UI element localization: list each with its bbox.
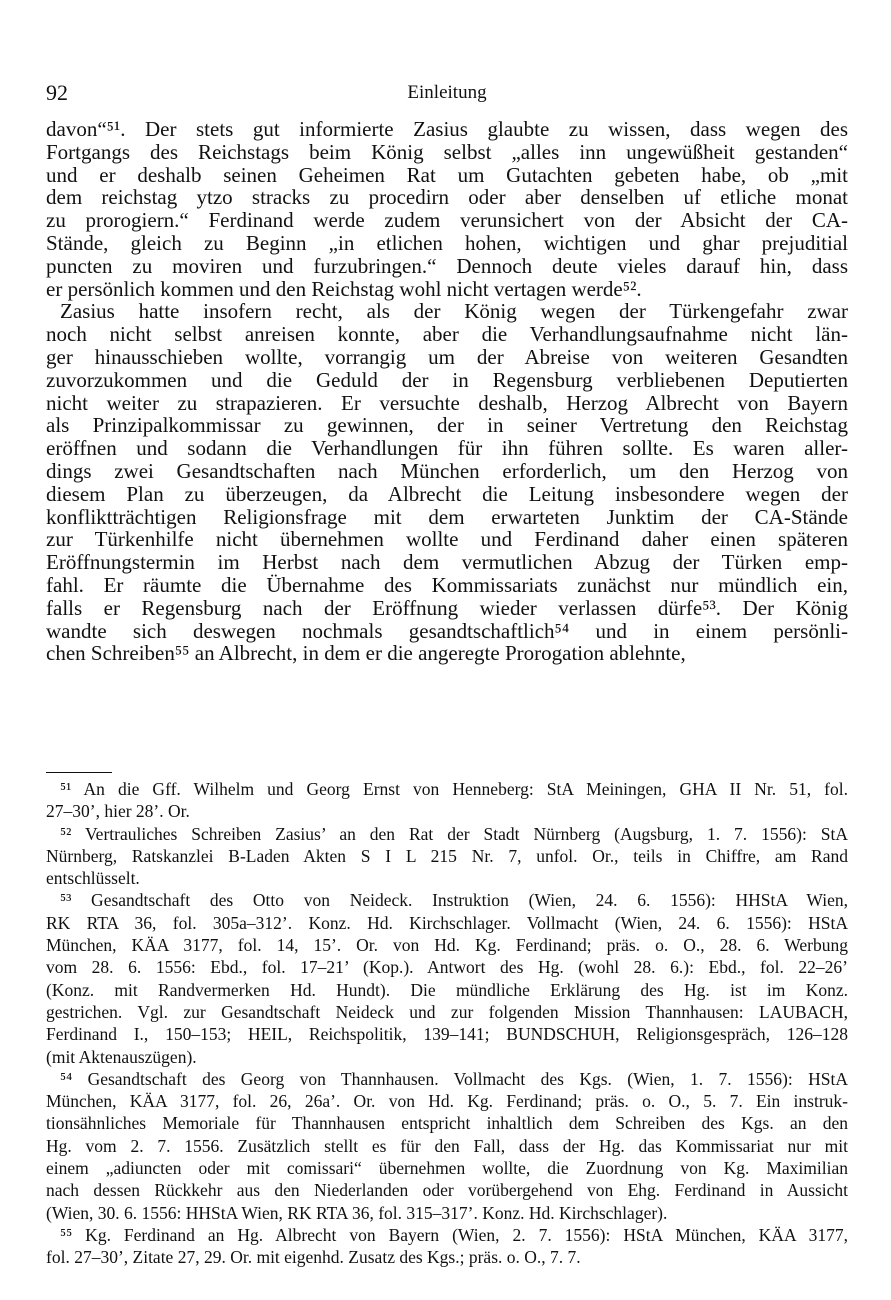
text-line: dings zwei Gesandtschaften nach München erforderlich, um den Herzog von	[46, 458, 848, 483]
text-line: einem „adiuncten oder mit comissari“ übernehmen wollte, die Zuordnung von Kg. Maximilian	[46, 1158, 848, 1179]
text-line: zu prorogiern.“ Ferdinand werde zudem verunsichert von der Absicht der CA-	[46, 208, 848, 233]
text-line: noch nicht selbst anreisen konnte, aber die Verhandlungsaufnahme nicht län-	[46, 322, 848, 347]
text-line: München, KÄA 3177, fol. 26, 26a’. Or. von Hd. Kg. Ferdinand; präs. o. O., 5. 7. Ein instruk-	[46, 1091, 848, 1112]
page-number: 92	[46, 80, 68, 105]
paragraph	[46, 118, 848, 300]
text-line: eröffnen und sodann die Verhandlungen für ihn führen sollte. Es waren aller-	[46, 436, 848, 461]
text-line: gestrichen. Vgl. zur Gesandtschaft Neideck und zur folgenden Mission Thannhausen: LAUBACH,	[46, 1001, 848, 1022]
text-line: puncten zu moviren und furzubringen.“ Dennoch deute vieles darauf hin, dass	[46, 253, 848, 278]
text-line: ⁵⁴ Gesandtschaft des Georg von Thannhausen. Vollmacht des Kgs. (Wien, 1. 7. 1556): HStA	[60, 1068, 848, 1089]
footnote	[46, 778, 848, 823]
text-line: ⁵² Vertrauliches Schreiben Zasius’ an den Rat der Stadt Nürnberg (Augsburg, 1. 7. 1556): StA	[60, 823, 848, 844]
text-line: München, KÄA 3177, fol. 14, 15’. Or. von Hd. Kg. Ferdinand; präs. o. O., 28. 6. Werbung	[46, 935, 848, 956]
text-line: (Wien, 30. 6. 1556: HHStA Wien, RK RTA 36, fol. 315–317’. Konz. Hd. Kirchschlager).	[46, 1202, 668, 1223]
text-line: diesem Plan zu überzeugen, da Albrecht die Leitung insbesondere wegen der	[46, 481, 848, 506]
text-line: falls er Regensburg nach der Eröffnung wieder verlassen dürfe⁵³. Der König	[46, 595, 848, 620]
text-line: ⁵⁵ Kg. Ferdinand an Hg. Albrecht von Bayern (Wien, 2. 7. 1556): HStA München, KÄA 3177,	[60, 1224, 848, 1245]
text-line: (mit Aktenauszügen).	[46, 1046, 197, 1067]
text-line: dem reichstag ytzo stracks zu procedirn oder aber denselben uf etliche monat	[46, 185, 848, 210]
text-line: tionsähnliches Memoriale für Thannhausen entspricht inhaltlich dem Schreiben des Kgs. an den	[46, 1113, 848, 1134]
text-line: nicht weiter zu strapazieren. Er versuchte deshalb, Herzog Albrecht von Bayern	[46, 390, 848, 415]
text-line: er persönlich kommen und den Reichstag wohl nicht vertagen werde⁵².	[46, 276, 642, 301]
footnotes	[46, 778, 848, 1269]
text-line: ⁵¹ An die Gff. Wilhelm und Georg Ernst von Henneberg: StA Meiningen, GHA II Nr. 51, fol.	[60, 779, 848, 799]
text-line: zuvorzukommen und die Geduld der in Regensburg verbliebenen Deputierten	[46, 367, 848, 392]
text-line: und er deshalb seinen Geheimen Rat um Gutachten gebeten habe, ob „mit	[46, 162, 848, 187]
text-line: Stände, gleich zu Beginn „in etlichen hohen, wichtigen und ghar prejuditial	[46, 230, 848, 255]
footnote	[46, 1068, 848, 1224]
running-header	[46, 80, 848, 108]
text-line: ger hinausschieben wollte, vorrangig um der Abreise von weiteren Gesandten	[46, 344, 848, 369]
footnote-rule	[46, 772, 112, 773]
text-line: als Prinzipalkommissar zu gewinnen, der in seiner Vertretung den Reichstag	[46, 413, 848, 438]
text-line: Eröffnungstermin im Herbst nach dem vermutlichen Abzug der Türken emp-	[46, 550, 848, 575]
text-line: davon“⁵¹. Der stets gut informierte Zasius glaubte zu wissen, dass wegen des	[46, 117, 848, 141]
text-line: (Konz. mit Randvermerken Hd. Hundt). Die mündliche Erklärung des Hg. ist im Konz.	[46, 979, 848, 1000]
paragraph	[46, 300, 848, 665]
text-line: 27–30’, hier 28’. Or.	[46, 801, 190, 822]
footnote	[46, 1224, 848, 1269]
text-line: nach dessen Rückkehr aus den Niederlanden oder vorübergehend von Ehg. Ferdinand in Aussicht	[46, 1180, 848, 1201]
text-line: RK RTA 36, fol. 305a–312’. Konz. Hd. Kirchschlager. Vollmacht (Wien, 24. 6. 1556): HStA	[46, 912, 848, 933]
text-line: Fortgangs des Reichstags beim König selbst „alles inn ungewüßheit gestanden“	[46, 139, 848, 164]
text-line: wandte sich deswegen nochmals gesandtschaftlich⁵⁴ und in einem persönli-	[46, 618, 848, 643]
footnote	[46, 889, 848, 1067]
footnote	[46, 823, 848, 890]
text-line: ⁵³ Gesandtschaft des Otto von Neideck. Instruktion (Wien, 24. 6. 1556): HHStA Wien,	[60, 890, 848, 911]
text-line: zur Türkenhilfe nicht übernehmen wollte und Ferdinand daher einen späteren	[46, 527, 848, 552]
text-line: Nürnberg, Ratskanzlei B-Laden Akten S I L 215 Nr. 7, unfol. Or., teils in Chiffre, am Rand	[46, 845, 848, 866]
text-line: entschlüsselt.	[46, 868, 140, 889]
text-line: konfliktträchtigen Religionsfrage mit dem erwarteten Junktim der CA-Stände	[46, 504, 848, 529]
text-line: vom 28. 6. 1556: Ebd., fol. 17–21’ (Kop.). Antwort des Hg. (wohl 28. 6.): Ebd., fol. 22–26’	[46, 957, 848, 978]
text-line: fol. 27–30’, Zitate 27, 29. Or. mit eigenhd. Zusatz des Kgs.; präs. o. O., 7. 7.	[46, 1247, 581, 1268]
text-line: Zasius hatte insofern recht, als der König wegen der Türkengefahr zwar	[60, 299, 848, 324]
text-line: Ferdinand I., 150–153; HEIL, Reichspolitik, 139–141; BUNDSCHUH, Religionsgespräch, 126–128	[46, 1024, 848, 1045]
main-text	[46, 118, 848, 665]
text-line: Hg. vom 2. 7. 1556. Zusätzlich stellt es für den Fall, dass der Hg. das Kommissariat nur mit	[46, 1135, 848, 1156]
text-line: chen Schreiben⁵⁵ an Albrecht, in dem er die angeregte Prorogation ablehnte,	[46, 641, 686, 666]
running-title: Einleitung	[407, 82, 487, 103]
text-line: fahl. Er räumte die Übernahme des Kommissariats zunächst nur mündlich ein,	[46, 572, 848, 597]
